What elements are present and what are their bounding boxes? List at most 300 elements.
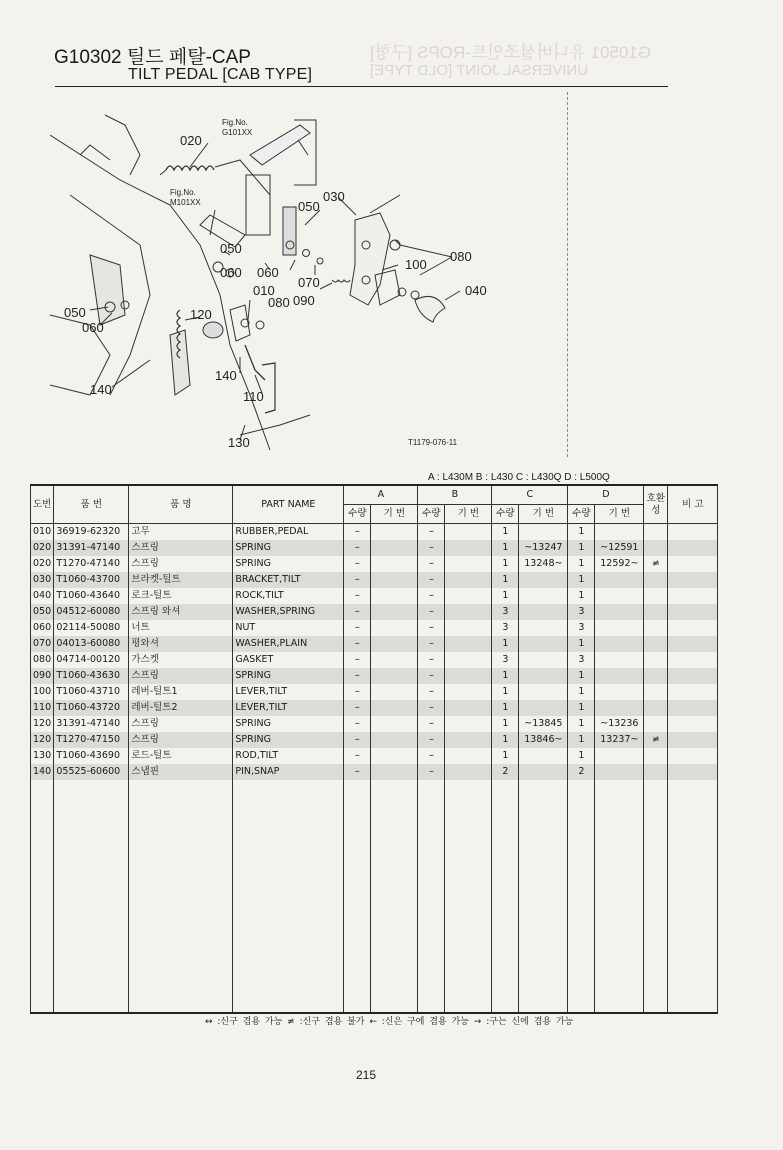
empty-cell: [519, 780, 568, 1013]
qty-d: 1: [568, 668, 595, 684]
qty-b: –: [418, 684, 445, 700]
serial-d: [595, 604, 644, 620]
fig-ref-value: G101XX: [222, 128, 253, 137]
callout-080: 080: [268, 295, 290, 310]
serial-d: 12592~: [595, 556, 644, 572]
interchange-cell: ≠: [644, 556, 668, 572]
qty-a: –: [344, 732, 371, 748]
part-number: T1060-43700: [54, 572, 129, 588]
interchange-cell: [644, 668, 668, 684]
part-number: T1060-43720: [54, 700, 129, 716]
part-name-en: BRACKET,TILT: [233, 572, 344, 588]
header-serial: 기 번: [519, 505, 568, 524]
callout-040: 040: [465, 283, 487, 298]
qty-c: 1: [492, 572, 519, 588]
qty-c: 2: [492, 764, 519, 780]
qty-a: –: [344, 668, 371, 684]
interchange-cell: [644, 636, 668, 652]
table-row: [31, 604, 718, 620]
serial-b: [445, 748, 492, 764]
qty-c: 3: [492, 620, 519, 636]
header-group-a: A: [344, 485, 418, 505]
serial-c: ~13247: [519, 540, 568, 556]
interchange-cell: ≠: [644, 732, 668, 748]
part-name-kr: 스프링: [129, 668, 233, 684]
serial-d: [595, 764, 644, 780]
header-group-b: B: [418, 485, 492, 505]
part-name-kr: 레버-틸트2: [129, 700, 233, 716]
serial-b: [445, 652, 492, 668]
qty-a: –: [344, 524, 371, 541]
qty-b: –: [418, 732, 445, 748]
parts-table: [30, 484, 718, 1014]
row-no: 140: [31, 764, 54, 780]
part-number: T1060-43640: [54, 588, 129, 604]
table-row: [31, 700, 718, 716]
interchange-cell: [644, 604, 668, 620]
callout-030: 030: [323, 189, 345, 204]
empty-cell: [54, 780, 129, 1013]
serial-a: [371, 620, 418, 636]
qty-b: –: [418, 620, 445, 636]
qty-b: –: [418, 556, 445, 572]
serial-a: [371, 716, 418, 732]
serial-a: [371, 524, 418, 541]
part-name-en: LEVER,TILT: [233, 700, 344, 716]
qty-c: 1: [492, 668, 519, 684]
row-no: 080: [31, 652, 54, 668]
qty-b: –: [418, 748, 445, 764]
exploded-parts-diagram: [50, 95, 530, 460]
row-no: 090: [31, 668, 54, 684]
serial-b: [445, 684, 492, 700]
part-name-en: SPRING: [233, 716, 344, 732]
serial-b: [445, 604, 492, 620]
qty-a: –: [344, 540, 371, 556]
interchange-cell: [644, 764, 668, 780]
serial-b: [445, 572, 492, 588]
remarks-cell: [668, 572, 718, 588]
table-row: [31, 716, 718, 732]
part-name-kr: 평와셔: [129, 636, 233, 652]
serial-c: 13248~: [519, 556, 568, 572]
table-row: [31, 588, 718, 604]
qty-c: 1: [492, 524, 519, 541]
table-row: [31, 636, 718, 652]
qty-b: –: [418, 636, 445, 652]
serial-a: [371, 588, 418, 604]
serial-d: [595, 636, 644, 652]
remarks-cell: [668, 524, 718, 541]
interchange-cell: [644, 620, 668, 636]
remarks-cell: [668, 716, 718, 732]
serial-a: [371, 748, 418, 764]
callout-060: 060: [220, 265, 242, 280]
serial-d: 13237~: [595, 732, 644, 748]
qty-a: –: [344, 572, 371, 588]
qty-b: –: [418, 764, 445, 780]
qty-a: –: [344, 620, 371, 636]
serial-d: [595, 620, 644, 636]
serial-c: ~13845: [519, 716, 568, 732]
empty-cell: [418, 780, 445, 1013]
empty-cell: [233, 780, 344, 1013]
part-name-kr: 스프링: [129, 716, 233, 732]
table-row: [31, 540, 718, 556]
callout-050: 050: [220, 241, 242, 256]
fig-ref-value: M101XX: [170, 198, 201, 207]
interchange-cell: [644, 652, 668, 668]
qty-c: 1: [492, 732, 519, 748]
serial-d: [595, 572, 644, 588]
interchange-cell: [644, 748, 668, 764]
qty-d: 1: [568, 700, 595, 716]
callout-090: 090: [293, 293, 315, 308]
serial-c: [519, 572, 568, 588]
header-part-name: PART NAME: [233, 485, 344, 524]
qty-b: –: [418, 716, 445, 732]
serial-d: [595, 748, 644, 764]
serial-b: [445, 636, 492, 652]
qty-c: 1: [492, 700, 519, 716]
qty-d: 1: [568, 556, 595, 572]
empty-cell: [344, 780, 371, 1013]
serial-c: 13846~: [519, 732, 568, 748]
row-no: 060: [31, 620, 54, 636]
remarks-cell: [668, 700, 718, 716]
serial-c: [519, 524, 568, 541]
header-name-kr: 품 명: [129, 485, 233, 524]
serial-b: [445, 668, 492, 684]
part-name-en: SPRING: [233, 540, 344, 556]
serial-c: [519, 652, 568, 668]
qty-d: 1: [568, 684, 595, 700]
callout-120: 120: [190, 307, 212, 322]
table-row: [31, 524, 718, 541]
table-row: [31, 668, 718, 684]
row-no: 020: [31, 556, 54, 572]
figure-code: T1179-076-11: [408, 438, 458, 447]
header-qty: 수량: [568, 505, 595, 524]
table-row: [31, 748, 718, 764]
part-name-kr: 로크-틸트: [129, 588, 233, 604]
serial-d: ~13236: [595, 716, 644, 732]
table-row: [31, 556, 718, 572]
qty-d: 1: [568, 540, 595, 556]
remarks-cell: [668, 620, 718, 636]
serial-c: [519, 604, 568, 620]
header-remarks: 비 고: [668, 485, 718, 524]
qty-d: 3: [568, 652, 595, 668]
serial-d: [595, 524, 644, 541]
interchange-cell: [644, 540, 668, 556]
callout-050: 050: [298, 199, 320, 214]
header-no: 도번: [31, 485, 54, 524]
row-no: 110: [31, 700, 54, 716]
serial-b: [445, 764, 492, 780]
part-number: 02114-50080: [54, 620, 129, 636]
qty-d: 3: [568, 620, 595, 636]
serial-b: [445, 556, 492, 572]
qty-a: –: [344, 684, 371, 700]
serial-a: [371, 652, 418, 668]
qty-d: 3: [568, 604, 595, 620]
part-name-en: ROD,TILT: [233, 748, 344, 764]
qty-a: –: [344, 604, 371, 620]
qty-c: 1: [492, 556, 519, 572]
callout-050: 050: [64, 305, 86, 320]
part-name-en: RUBBER,PEDAL: [233, 524, 344, 541]
table-filler-row: [31, 780, 718, 1013]
header-serial: 기 번: [595, 505, 644, 524]
serial-b: [445, 716, 492, 732]
qty-d: 1: [568, 588, 595, 604]
serial-a: [371, 556, 418, 572]
part-number: 04714-00120: [54, 652, 129, 668]
qty-d: 1: [568, 748, 595, 764]
header-qty: 수량: [344, 505, 371, 524]
part-name-kr: 스프링: [129, 732, 233, 748]
empty-cell: [568, 780, 595, 1013]
qty-b: –: [418, 604, 445, 620]
remarks-cell: [668, 732, 718, 748]
interchange-cell: [644, 716, 668, 732]
callout-060: 060: [257, 265, 279, 280]
qty-d: 2: [568, 764, 595, 780]
part-number: T1270-47150: [54, 732, 129, 748]
part-name-kr: 레버-틸트1: [129, 684, 233, 700]
callout-060: 060: [82, 320, 104, 335]
serial-c: [519, 620, 568, 636]
empty-cell: [668, 780, 718, 1013]
serial-b: [445, 540, 492, 556]
qty-c: 1: [492, 540, 519, 556]
serial-c: [519, 636, 568, 652]
part-name-kr: 스프링: [129, 556, 233, 572]
header-rule: [55, 86, 668, 87]
table-row: [31, 572, 718, 588]
serial-a: [371, 764, 418, 780]
part-name-en: WASHER,PLAIN: [233, 636, 344, 652]
serial-c: [519, 748, 568, 764]
qty-a: –: [344, 764, 371, 780]
part-name-en: SPRING: [233, 732, 344, 748]
part-name-en: WASHER,SPRING: [233, 604, 344, 620]
qty-d: 1: [568, 524, 595, 541]
serial-a: [371, 700, 418, 716]
part-name-kr: 너트: [129, 620, 233, 636]
callout-130: 130: [228, 435, 250, 450]
callout-140: 140: [215, 368, 237, 383]
remarks-cell: [668, 556, 718, 572]
fig-ref-label: Fig.No.: [222, 118, 248, 127]
remarks-cell: [668, 540, 718, 556]
qty-b: –: [418, 652, 445, 668]
serial-d: [595, 700, 644, 716]
empty-cell: [492, 780, 519, 1013]
row-no: 070: [31, 636, 54, 652]
row-no: 010: [31, 524, 54, 541]
serial-b: [445, 620, 492, 636]
qty-c: 1: [492, 684, 519, 700]
serial-c: [519, 700, 568, 716]
part-number: 04512-60080: [54, 604, 129, 620]
qty-a: –: [344, 556, 371, 572]
header-serial: 기 번: [445, 505, 492, 524]
serial-b: [445, 588, 492, 604]
serial-d: ~12591: [595, 540, 644, 556]
interchange-cell: [644, 700, 668, 716]
interchange-cell: [644, 684, 668, 700]
part-name-kr: 스프링: [129, 540, 233, 556]
qty-b: –: [418, 540, 445, 556]
empty-cell: [644, 780, 668, 1013]
part-name-kr: 스냅핀: [129, 764, 233, 780]
callout-070: 070: [298, 275, 320, 290]
table-row: [31, 620, 718, 636]
callout-100: 100: [405, 257, 427, 272]
part-name-kr: 스프링 와셔: [129, 604, 233, 620]
remarks-cell: [668, 684, 718, 700]
table-row: [31, 684, 718, 700]
part-name-en: LEVER,TILT: [233, 684, 344, 700]
remarks-cell: [668, 764, 718, 780]
part-number: 31391-47140: [54, 540, 129, 556]
interchangeability-legend: ↔ :신구 겸용 가능 ≠ :신구 겸용 불가 ← :신은 구에 겸용 가능 → :구는 신에 겸용 가능: [205, 1017, 574, 1027]
qty-a: –: [344, 636, 371, 652]
row-no: 130: [31, 748, 54, 764]
part-number: T1270-47140: [54, 556, 129, 572]
header-serial: 기 번: [371, 505, 418, 524]
header-group-c: C: [492, 485, 568, 505]
remarks-cell: [668, 652, 718, 668]
part-number: 05525-60600: [54, 764, 129, 780]
serial-a: [371, 668, 418, 684]
qty-d: 1: [568, 732, 595, 748]
qty-c: 1: [492, 636, 519, 652]
bleed-through-text: UNIVERSAL JOINT [OLD TYPE]: [370, 62, 589, 79]
qty-a: –: [344, 748, 371, 764]
qty-d: 1: [568, 636, 595, 652]
callout-010: 010: [253, 283, 275, 298]
qty-c: 1: [492, 588, 519, 604]
serial-d: [595, 652, 644, 668]
part-name-en: SPRING: [233, 556, 344, 572]
part-number: T1060-43690: [54, 748, 129, 764]
serial-a: [371, 540, 418, 556]
part-number: 04013-60080: [54, 636, 129, 652]
qty-b: –: [418, 572, 445, 588]
part-name-en: SPRING: [233, 668, 344, 684]
qty-a: –: [344, 652, 371, 668]
page-number: 215: [356, 1068, 377, 1082]
part-name-en: PIN,SNAP: [233, 764, 344, 780]
table-row: [31, 652, 718, 668]
empty-cell: [31, 780, 54, 1013]
remarks-cell: [668, 588, 718, 604]
remarks-cell: [668, 668, 718, 684]
part-number: 36919-62320: [54, 524, 129, 541]
serial-d: [595, 668, 644, 684]
qty-b: –: [418, 700, 445, 716]
row-no: 100: [31, 684, 54, 700]
serial-c: [519, 764, 568, 780]
qty-a: –: [344, 700, 371, 716]
qty-b: –: [418, 588, 445, 604]
serial-c: [519, 684, 568, 700]
interchange-cell: [644, 588, 668, 604]
row-no: 020: [31, 540, 54, 556]
serial-c: [519, 668, 568, 684]
part-number: T1060-43710: [54, 684, 129, 700]
serial-a: [371, 732, 418, 748]
qty-c: 3: [492, 652, 519, 668]
serial-b: [445, 732, 492, 748]
model-legend: A : L430M B : L430 C : L430Q D : L500Q: [428, 472, 610, 483]
page-title: G10302 틸드 페탈-CAP: [54, 47, 251, 68]
table-row: [31, 732, 718, 748]
bleed-through-text: G10501 유니버셜조인트-ROPS [구형]: [370, 43, 652, 62]
serial-d: [595, 684, 644, 700]
header-part-number: 품 번: [54, 485, 129, 524]
qty-b: –: [418, 524, 445, 541]
part-name-kr: 가스켓: [129, 652, 233, 668]
qty-c: 3: [492, 604, 519, 620]
callout-140: 140: [90, 382, 112, 397]
callout-020: 020: [180, 133, 202, 148]
serial-a: [371, 604, 418, 620]
part-name-kr: 고무: [129, 524, 233, 541]
part-name-kr: 로드-틸트: [129, 748, 233, 764]
serial-a: [371, 636, 418, 652]
part-number: T1060-43630: [54, 668, 129, 684]
remarks-cell: [668, 604, 718, 620]
remarks-cell: [668, 748, 718, 764]
qty-a: –: [344, 588, 371, 604]
serial-a: [371, 684, 418, 700]
row-no: 030: [31, 572, 54, 588]
header-interchange: 호환성: [644, 485, 668, 524]
empty-cell: [371, 780, 418, 1013]
empty-cell: [129, 780, 233, 1013]
row-no: 040: [31, 588, 54, 604]
serial-c: [519, 588, 568, 604]
frame-outline: [50, 135, 270, 450]
interchange-cell: [644, 524, 668, 541]
column-divider: [567, 92, 568, 457]
part-name-en: ROCK,TILT: [233, 588, 344, 604]
header-qty: 수량: [418, 505, 445, 524]
page-subtitle: TILT PEDAL [CAB TYPE]: [128, 66, 313, 83]
qty-a: –: [344, 716, 371, 732]
header-group-d: D: [568, 485, 644, 505]
row-no: 120: [31, 732, 54, 748]
qty-d: 1: [568, 572, 595, 588]
serial-a: [371, 572, 418, 588]
empty-cell: [595, 780, 644, 1013]
serial-b: [445, 700, 492, 716]
empty-cell: [445, 780, 492, 1013]
part-name-en: NUT: [233, 620, 344, 636]
row-no: 120: [31, 716, 54, 732]
callout-080: 080: [450, 249, 472, 264]
row-no: 050: [31, 604, 54, 620]
serial-d: [595, 588, 644, 604]
callout-110: 110: [243, 389, 264, 404]
serial-b: [445, 524, 492, 541]
qty-d: 1: [568, 716, 595, 732]
table-row: [31, 764, 718, 780]
